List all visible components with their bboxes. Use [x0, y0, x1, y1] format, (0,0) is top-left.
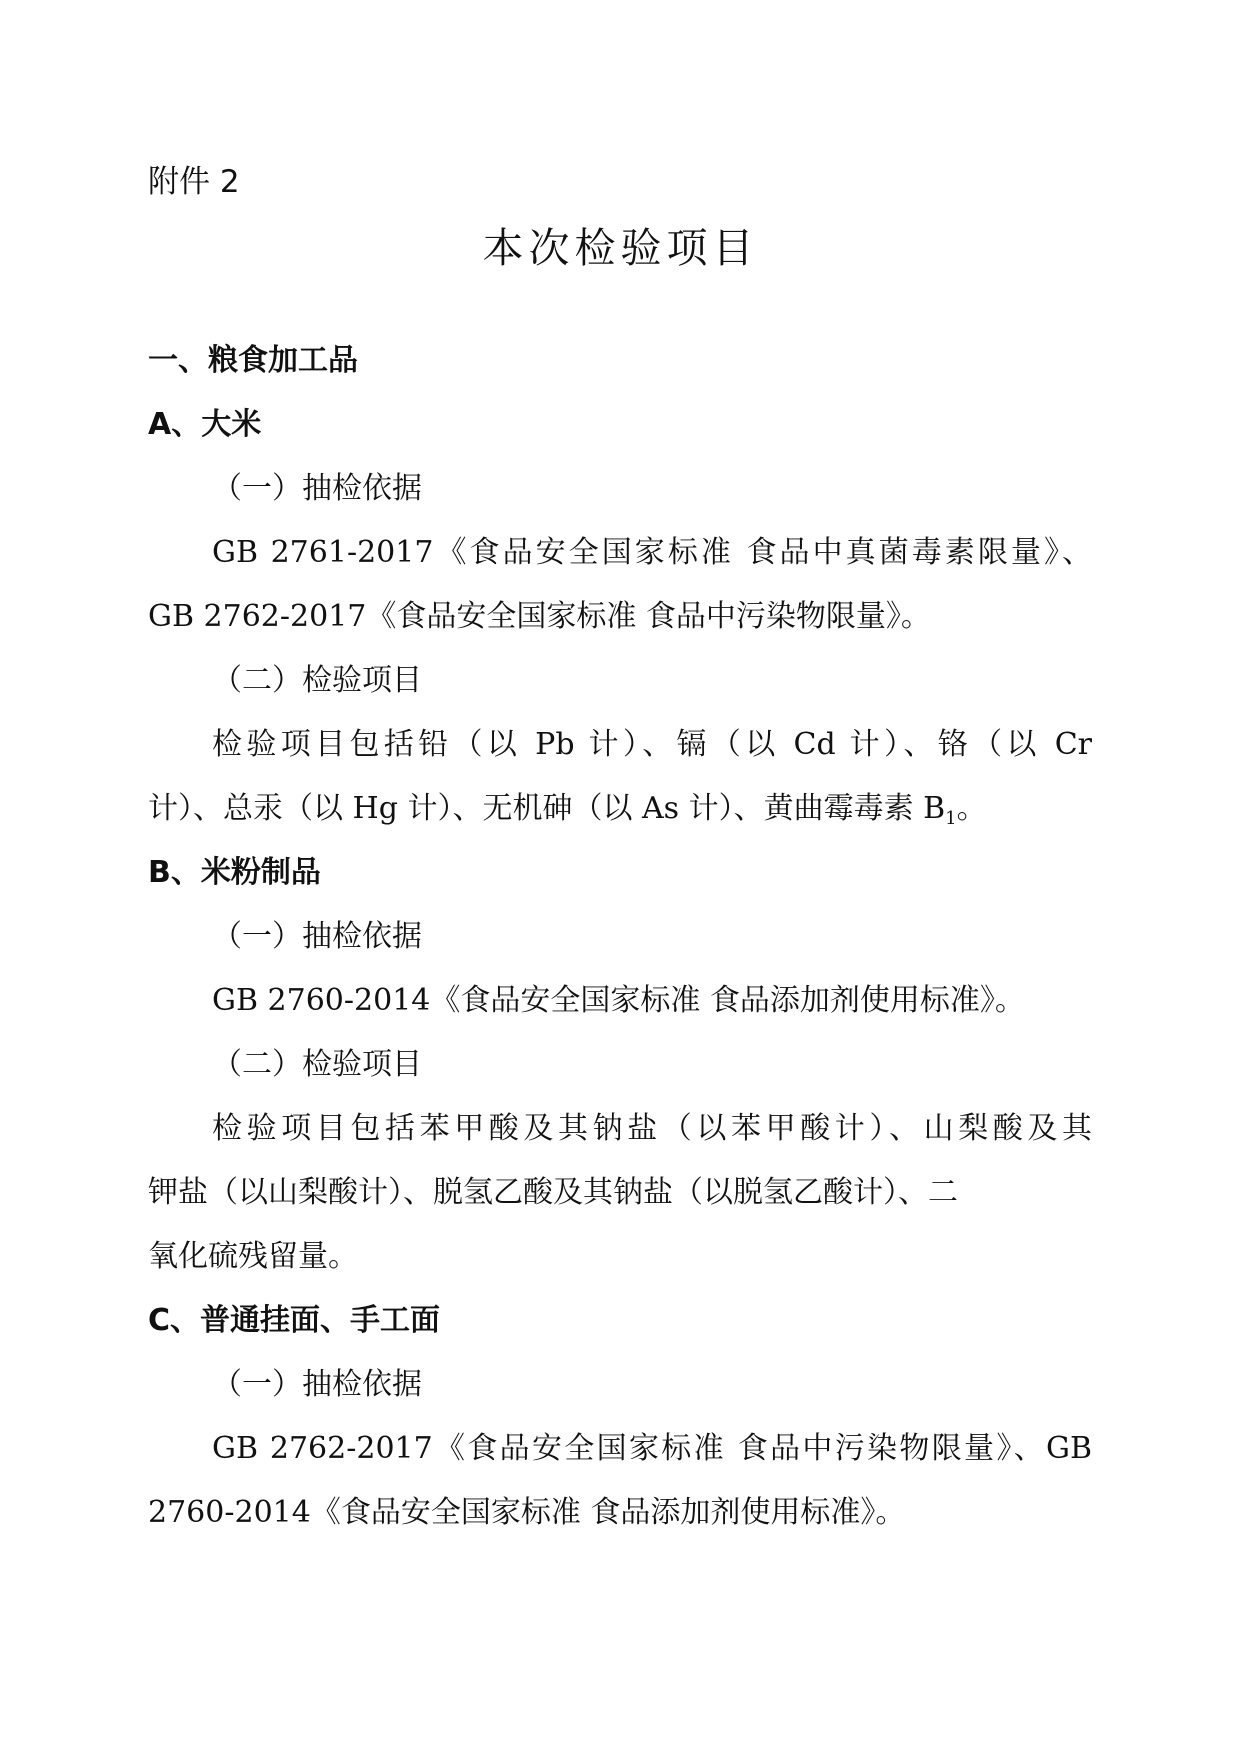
rice-flour-items-label: （二）检验项目 [212, 1047, 422, 1082]
rice-items-line-2 [148, 789, 987, 839]
page-title: 本次检验项目 [482, 224, 759, 272]
rice-basis-line-1: GB 2761-2017《食品安全国家标准 食品中真菌毒素限量》、 [212, 535, 1092, 570]
subsection-heading-rice: A、大米 [148, 407, 262, 442]
rice-items-line-2-end: 。 [956, 791, 987, 826]
rice-flour-basis-label: （一）抽检依据 [212, 919, 422, 954]
rice-flour-items-line-3: 氧化硫残留量。 [148, 1239, 358, 1274]
rice-items-label: （二）检验项目 [212, 663, 422, 698]
rice-flour-items-line-2: 钾盐（以山梨酸计）、脱氢乙酸及其钠盐（以脱氢乙酸计）、二 [148, 1175, 958, 1210]
subsection-heading-rice-flour: B、米粉制品 [148, 855, 321, 890]
section-heading-grain: 一、粮食加工品 [148, 343, 358, 378]
rice-basis-label: （一）抽检依据 [212, 471, 422, 506]
rice-flour-basis-line-1: GB 2760-2014《食品安全国家标准 食品添加剂使用标准》。 [212, 983, 1025, 1018]
aflatoxin-subscript: 1 [945, 808, 957, 829]
noodles-basis-line-2: 2760-2014《食品安全国家标准 食品添加剂使用标准》。 [148, 1495, 906, 1530]
subsection-heading-noodles: C、普通挂面、手工面 [148, 1303, 441, 1338]
rice-basis-line-2: GB 2762-2017《食品安全国家标准 食品中污染物限量》。 [148, 599, 931, 634]
rice-items-line-1: 检验项目包括铅（以 Pb 计）、镉（以 Cd 计）、铬（以 Cr [212, 727, 1092, 762]
attachment-label: 附件 2 [148, 164, 240, 200]
noodles-basis-line-1: GB 2762-2017《食品安全国家标准 食品中污染物限量》、GB [212, 1431, 1092, 1466]
noodles-basis-label: （一）抽检依据 [212, 1367, 422, 1402]
rice-flour-items-line-1: 检验项目包括苯甲酸及其钠盐（以苯甲酸计）、山梨酸及其 [212, 1111, 1092, 1146]
rice-items-line-2-text: 计）、总汞（以 Hg 计）、无机砷（以 As 计）、黄曲霉毒素 B [148, 791, 946, 826]
